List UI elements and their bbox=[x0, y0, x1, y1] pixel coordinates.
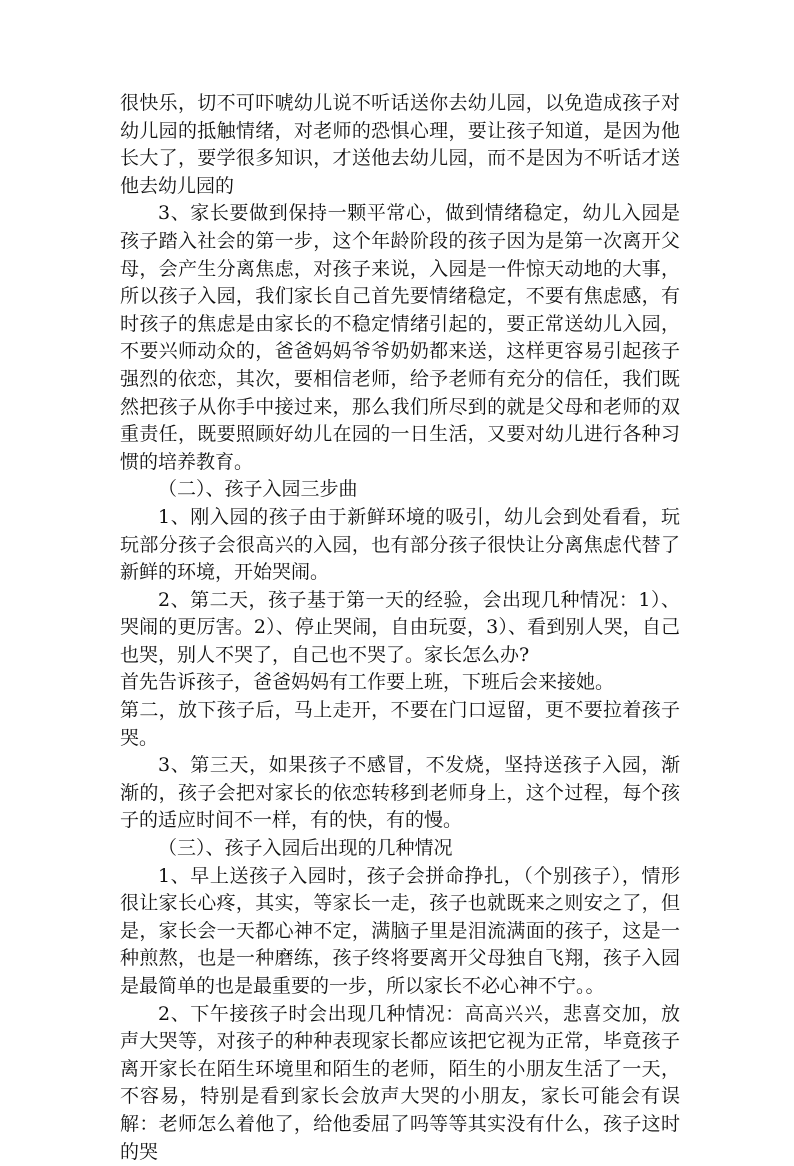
paragraph-situation-2: 2、下午接孩子时会出现几种情况：高高兴兴，悲喜交加，放声大哭等，对孩子的种种表现家长都应该把它视为正常，毕竟孩子离开家长在陌生环境里和陌生的老师，陌生的小朋友生活了一天，不容易，特别是看到家长会放声大哭的小朋友，家长可能会有误解：老师怎么着他了，给他委屈了吗等等其实没有什么，孩子这时的哭 bbox=[120, 1002, 680, 1163]
paragraph-step-3: 3、第三天，如果孩子不感冒，不发烧，坚持送孩子入园，渐渐的，孩子会把对家长的依恋转移到老师身上，这个过程，每个孩子的适应时间不一样，有的快，有的慢。 bbox=[120, 754, 680, 832]
paragraph-item-3-parent-calm: 3、家长要做到保持一颗平常心，做到情绪稳定，幼儿入园是孩子踏入社会的第一步，这个年龄阶段的孩子因为是第一次离开父母，会产生分离焦虑，对孩子来说，入园是一件惊天动地的大事，所以孩子入园，我们家长自己首先要情绪稳定，不要有焦虑感，有时孩子的焦虑是由家长的不稳定情绪引起的，要正常送幼儿入园，不要兴师动众的，爸爸妈妈爷爷奶奶都来送，这样更容易引起孩子强烈的依恋，其次，要相信老师，给予老师有充分的信任，我们既然把孩子从你手中接过来，那么我们所尽到的就是父母和老师的双重责任，既要照顾好幼儿在园的一日生活，又要对幼儿进行各种习惯的培养教育。 bbox=[120, 202, 680, 473]
document-body bbox=[120, 90, 680, 1166]
paragraph-step-1: 1、刚入园的孩子由于新鲜环境的吸引，幼儿会到处看看，玩玩部分孩子会很高兴的入园，也有部分孩子很快让分离焦虑代替了新鲜的环境，开始哭闹。 bbox=[120, 505, 680, 584]
section-heading-three-steps: （二）、孩子入园三步曲 bbox=[158, 478, 358, 501]
paragraph-situation-1: 1、早上送孩子入园时，孩子会拼命挣扎，（个别孩子），情形很让家长心疼，其实，等家长一走，孩子也就既来之则安之了，但是，家长会一天都心神不定，满脑子里是泪流满面的孩子，这是一种煎熬，也是一种磨练，孩子终将要离开父母独自飞翔，孩子入园是最简单的也是最重要的一步，所以家长不必心神不宁。。 bbox=[120, 864, 680, 997]
paragraph-step-2-second: 第二，放下孩子后，马上走开，不要在门口逗留，更不要拉着孩子哭。 bbox=[120, 699, 680, 749]
section-heading-situations: （三）、孩子入园后出现的几种情况 bbox=[158, 837, 453, 860]
paragraph-intro-continued: 很快乐，切不可吓唬幼儿说不听话送你去幼儿园，以免造成孩子对幼儿园的抵触情绪，对老师的恐惧心理，要让孩子知道，是因为他长大了，要学很多知识，才送他去幼儿园，而不是因为不听话才送他去幼儿园的 bbox=[120, 92, 680, 197]
paragraph-step-2: 2、第二天，孩子基于第一天的经验，会出现几种情况：1）、哭闹的更厉害。2）、停止哭闹，自由玩耍，3）、看到别人哭，自己也哭，别人不哭了，自己也不哭了。家长怎么办? bbox=[120, 588, 680, 666]
paragraph-step-2-first: 首先告诉孩子，爸爸妈妈有工作要上班，下班后会来接她。 bbox=[120, 671, 615, 694]
